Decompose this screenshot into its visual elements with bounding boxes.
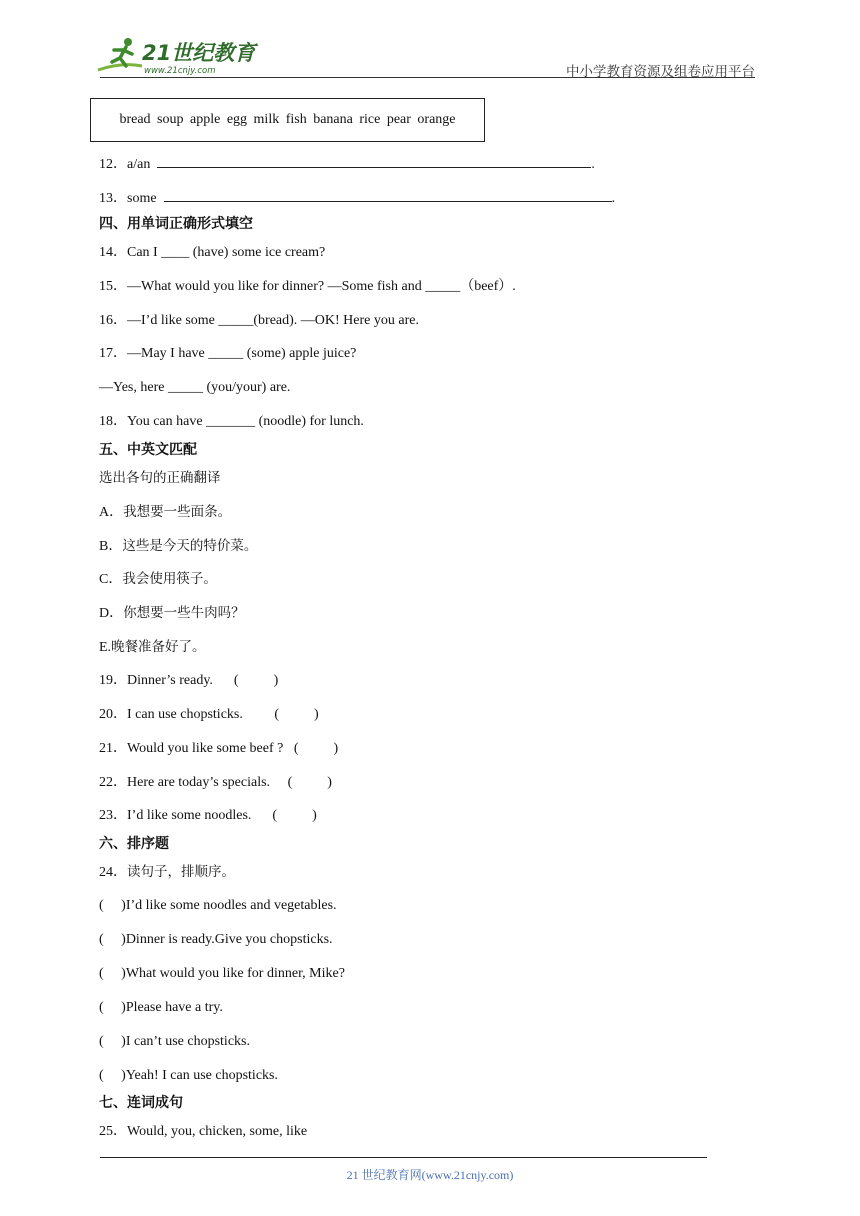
question-20: 20．I can use chopsticks. ( ) [99,707,319,722]
question-21: 21．Would you like some beef ? ( ) [99,741,339,756]
blank-17a[interactable]: _____ [208,346,244,361]
order-item[interactable]: ( )What would you like for dinner, Mike? [99,966,345,981]
option-b: B．这些是今天的特价菜。 [99,538,258,554]
header-divider [100,77,755,78]
logo-url: www.21cnjy.com [144,66,216,76]
blank-16[interactable]: _____ [218,313,254,328]
section-6-title: 六、排序题 [99,836,169,852]
word-box: bread soup apple egg milk fish banana rice pear orange [90,98,485,142]
blank-15[interactable]: _____ [425,279,461,294]
footer-divider [100,1157,707,1158]
answer-paren-21[interactable]: ( ) [293,741,339,756]
runner-icon [98,38,142,70]
question-14: 14．Can I ____ (have) some ice cream? [99,245,326,260]
question-12: 12．a/an . [99,154,595,174]
logo [92,36,262,78]
option-e: E.晚餐准备好了。 [99,639,206,655]
answer-line-12[interactable] [157,154,591,168]
question-17-reply: —Yes, here _____ (you/your) are. [99,380,291,395]
footer-text[interactable]: 21 世纪教育网(www.21cnjy.com) [346,1168,514,1182]
question-17: 17．—May I have _____ (some) apple juice? [99,346,357,361]
logo-text: 21世纪教育 [142,41,256,65]
answer-paren-22[interactable]: ( ) [287,775,332,790]
question-24: 24．读句子，排顺序。 [99,864,235,880]
answer-paren-19[interactable]: ( ) [233,673,279,688]
question-15: 15．—What would you like for dinner? —Some fish and _____（beef）. [99,279,516,294]
option-d: D．你想要一些牛肉吗？ [99,605,245,621]
section-4-title: 四、用单词正确形式填空 [99,216,253,232]
answer-paren-20[interactable]: ( ) [274,707,319,722]
order-item[interactable]: ( )Please have a try. [99,1000,223,1015]
option-c: C．我会使用筷子。 [99,571,217,587]
header-platform-text: 中小学教育资源及组卷应用平台 [566,64,755,80]
section-7-title: 七、连词成句 [99,1095,183,1111]
question-22: 22．Here are today’s specials. ( ) [99,775,332,790]
section-5-title: 五、中英文匹配 [99,442,197,458]
blank-18[interactable]: _______ [206,414,256,429]
question-23: 23．I’d like some noodles. ( ) [99,808,317,823]
option-a: A．我想要一些面条。 [99,504,232,520]
question-25: 25．Would, you, chicken, some, like [99,1124,308,1139]
question-13: 13．some . [99,188,615,208]
question-16: 16．—I’d like some _____(bread). —OK! Here you are. [99,313,419,328]
order-item[interactable]: ( )Dinner is ready.Give you chopsticks. [99,932,333,947]
order-item[interactable]: ( )Yeah! I can use chopsticks. [99,1068,278,1083]
blank-17b[interactable]: _____ [167,380,203,395]
blank-14[interactable]: ____ [161,245,190,260]
order-item[interactable]: ( )I’d like some noodles and vegetables. [99,898,337,913]
question-19: 19．Dinner’s ready. ( ) [99,673,279,688]
question-18: 18．You can have _______ (noodle) for lunch. [99,414,364,429]
order-item[interactable]: ( )I can’t use chopsticks. [99,1034,250,1049]
section-5-intro: 选出各句的正确翻译 [99,470,221,486]
answer-paren-23[interactable]: ( ) [272,808,317,823]
answer-line-13[interactable] [164,188,612,202]
